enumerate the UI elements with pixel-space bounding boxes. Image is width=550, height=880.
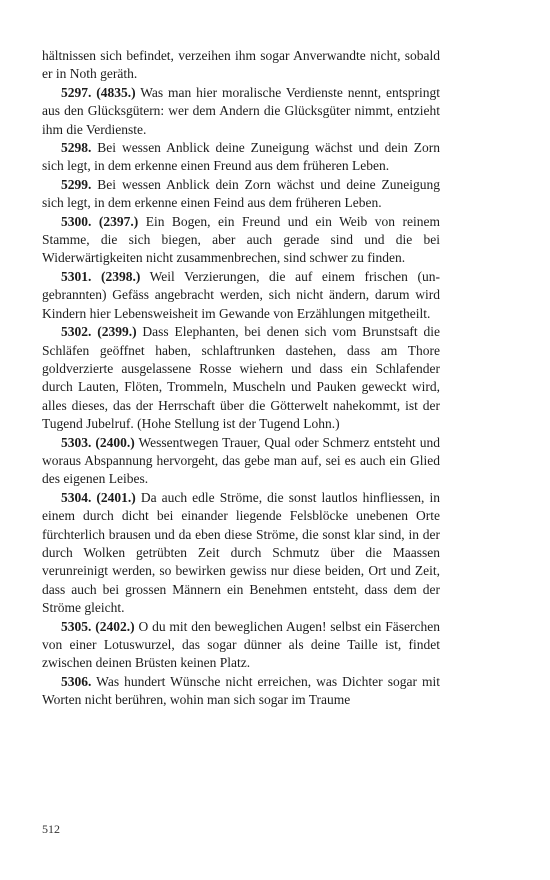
paragraph-5299 bbox=[42, 176, 440, 213]
page-number: 512 bbox=[42, 822, 60, 836]
paragraph-5298 bbox=[42, 139, 440, 176]
paragraph-text: Weil Verzierungen, die auf einem frischen (ungebrannten) Gefäss angebracht werden, sich nicht ändern, darum wird Kindern hier Lebensweisheit im Gewande von Erzählungen mitgetheilt. bbox=[42, 268, 440, 321]
paragraph-5301 bbox=[42, 268, 440, 323]
paragraph-text: Bei wessen Anblick deine Zuneigung wächst und dein Zorn sich legt, in dem erkenne einen Freund aus dem früheren Leben. bbox=[42, 140, 440, 174]
paragraph-5300 bbox=[42, 213, 440, 268]
paragraph-text: Dass Elephanten, bei denen sich vom Brunstsaft die Schläfen geöffnet haben, schlaftrunken dastehen, dass am Thore goldverzierte ausgelassene Rosse wiehern und dass ein Schlafender durch Lauten, Flöten, Trommeln, Muscheln und Pauken geweckt wird, alles dieses, das der Herrschaft über die Götterwelt nahekommt, ist der Tugend Jubelruf. (Hohe Stellung ist der Tugend Lohn.) bbox=[42, 324, 440, 432]
paragraph-text: Was hundert Wünsche nicht erreichen, was Dichter sogar mit Worten nicht berühren, wohin man sich sogar im Traume bbox=[42, 673, 440, 708]
verse-number: 5302. (2399.) bbox=[61, 324, 137, 340]
page-text bbox=[42, 47, 440, 710]
verse-number: 5305. (2402.) bbox=[61, 618, 135, 634]
paragraph-5303 bbox=[42, 434, 440, 489]
paragraph-text: Was man hier moralische Verdienste nennt, entspringt aus den Glücksgütern: wer dem Andern die Glücksgüter nimmt, entzieht ihm die Verdienste. bbox=[42, 84, 440, 137]
paragraph-5302 bbox=[42, 323, 440, 433]
verse-number: 5301. (2398.) bbox=[61, 268, 141, 284]
verse-number: 5298. bbox=[61, 140, 92, 156]
paragraph-text: hältnissen sich befindet, verzeihen ihm sogar Anverwandte nicht, sobald er in Noth geräth. bbox=[42, 48, 440, 82]
verse-number: 5303. (2400.) bbox=[61, 434, 135, 450]
verse-number: 5300. (2397.) bbox=[61, 213, 139, 229]
verse-number: 5297. (4835.) bbox=[61, 84, 136, 100]
paragraph-text: Ein Bogen, ein Freund und ein Weib von reinem Stamme, die sich biegen, aber auch gerade sind und die bei Widerwärtigkeiten nicht zusammenbrechen, sind schwer zu finden. bbox=[42, 213, 440, 266]
paragraph-continuation bbox=[42, 47, 440, 84]
paragraph-text: O du mit den beweglichen Augen! selbst ein Fäserchen von einer Lotuswurzel, das sogar dünner als deine Taille ist, findet zwischen deinen Brüsten keinen Platz. bbox=[42, 618, 440, 671]
verse-number: 5299. bbox=[61, 176, 92, 192]
paragraph-5306 bbox=[42, 673, 440, 710]
paragraph-text: Bei wessen Anblick dein Zorn wächst und deine Zuneigung sich legt, in dem erkenne einen Feind aus dem früheren Leben. bbox=[42, 176, 440, 211]
verse-number: 5304. (2401.) bbox=[61, 489, 136, 505]
paragraph-text: Da auch edle Ströme, die sonst lautlos hinfliessen, in einem durch dicht bei einander liegende Felsblöcke unebenen Orte fürchterlich brausen und da eben diese Ströme, die sonst klar sind, in der durch Wolken getrübten Zeit durch Schmutz über die Maassen verunreinigt werden, so bewirken gewiss nur diese beiden, Ort und Zeit, dass auch bei grossen Männern ein Benehmen entsteht, dass dem der Ströme gleicht. bbox=[42, 489, 440, 616]
paragraph-text: Wessentwegen Trauer, Qual oder Schmerz entsteht und woraus Abspannung hervorgeht, das gebe man auf, sei es auch ein Glied des eigenen Leibes. bbox=[42, 434, 440, 487]
paragraph-5304 bbox=[42, 489, 440, 618]
verse-number: 5306. bbox=[61, 673, 92, 689]
paragraph-5297 bbox=[42, 84, 440, 139]
paragraph-5305 bbox=[42, 618, 440, 673]
